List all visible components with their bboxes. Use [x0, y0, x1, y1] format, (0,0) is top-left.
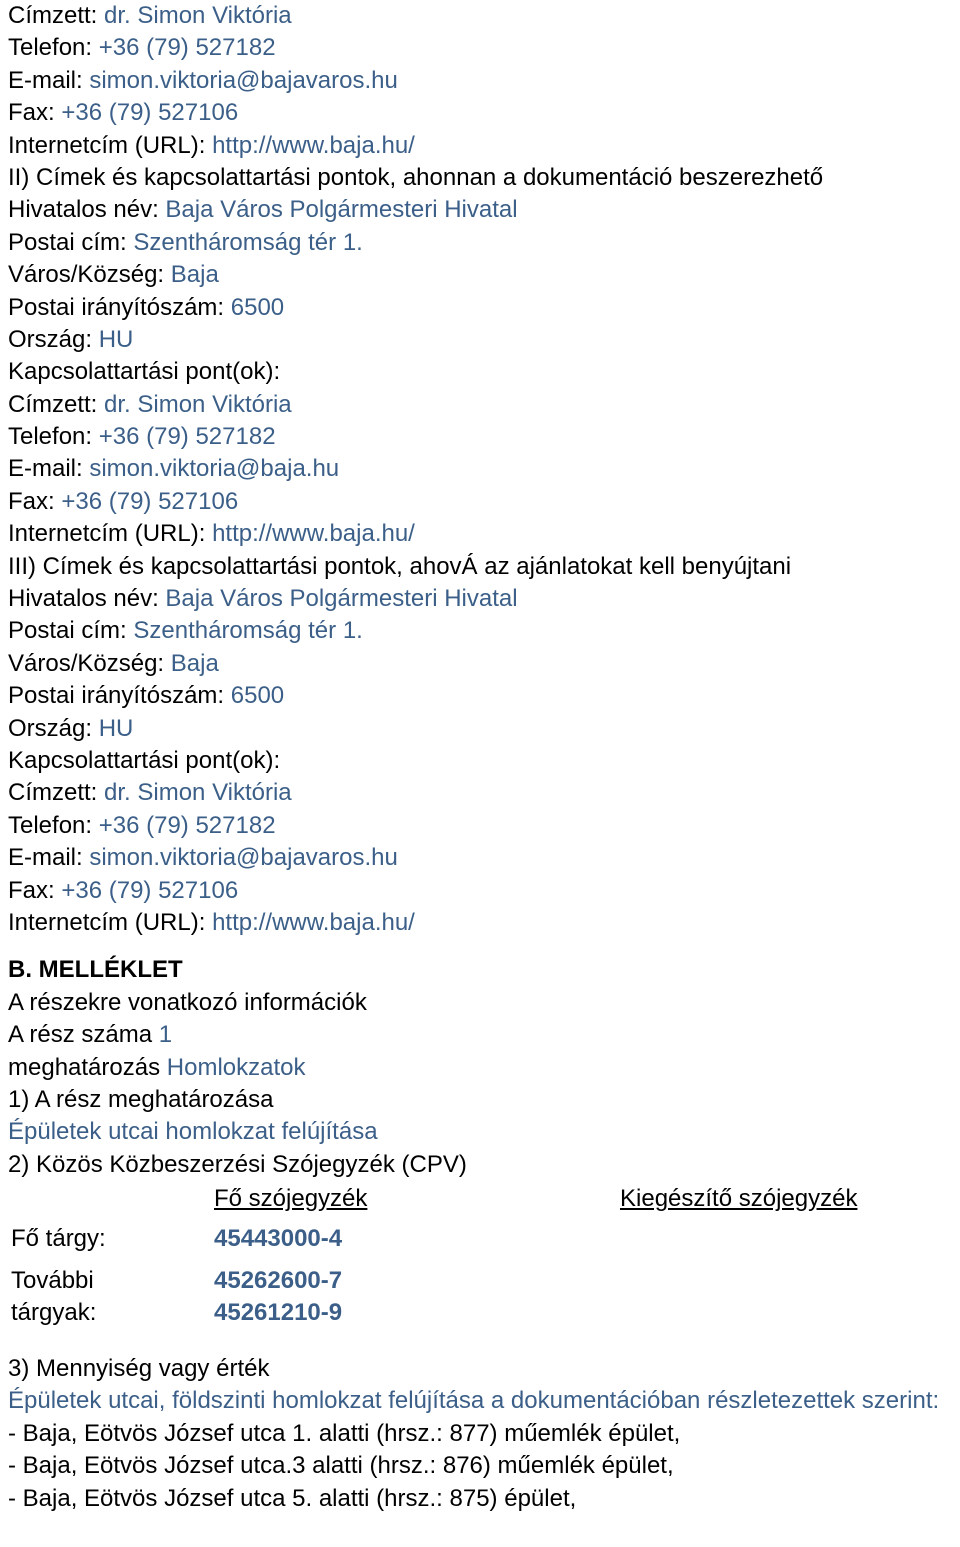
field-label: Postai irányítószám:: [8, 293, 225, 321]
recipient-line: [8, 777, 960, 809]
part-number-value: 1: [158, 1021, 173, 1049]
fax-line: [8, 875, 960, 907]
phone-line: [8, 32, 960, 64]
q2-label: 2) Közös Közbeszerzési Szójegyzék (CPV): [8, 1150, 467, 1178]
city-line: [8, 648, 960, 680]
city-value: Baja: [170, 261, 219, 289]
cpv-other-label-2: tárgyak:: [11, 1299, 97, 1327]
field-label: Telefon:: [8, 423, 93, 451]
field-label: E-mail:: [8, 844, 83, 872]
recipient-value: dr. Simon Viktória: [104, 779, 292, 807]
zip-value: 6500: [230, 682, 285, 710]
definition-line: [8, 1052, 960, 1084]
postal-address-line: [8, 227, 960, 259]
cpv-other-code-1: 45262600-7: [214, 1267, 343, 1295]
field-label: Telefon:: [8, 811, 93, 839]
field-label: A rész száma: [8, 1021, 153, 1049]
field-label: Internetcím (URL):: [8, 520, 206, 548]
cpv-other-code-2: 45261210-9: [214, 1299, 343, 1327]
official-name-line: [8, 194, 960, 226]
field-label: Fax:: [8, 99, 55, 127]
country-line: [8, 324, 960, 356]
email-line: [8, 65, 960, 97]
email-value[interactable]: simon.viktoria@bajavaros.hu: [89, 844, 398, 872]
field-label: Fax:: [8, 876, 55, 904]
url-link[interactable]: http://www.baja.hu/: [212, 131, 415, 159]
field-label: Város/Község:: [8, 261, 165, 289]
cpv-main-column-header: Fő szójegyzék: [214, 1185, 368, 1213]
url-line: [8, 907, 960, 939]
part-number-line: [8, 1019, 960, 1051]
cpv-table: [8, 1181, 960, 1353]
phone-value: +36 (79) 527182: [98, 423, 276, 451]
country-value: HU: [98, 325, 134, 353]
email-value[interactable]: simon.viktoria@bajavaros.hu: [89, 66, 398, 94]
postal-address-value: Szentháromság tér 1.: [133, 228, 363, 256]
city-value: Baja: [170, 649, 219, 677]
contacts-label: Kapcsolattartási pont(ok):: [8, 746, 281, 774]
annex-subtitle: A részekre vonatkozó információk: [8, 988, 367, 1016]
phone-line: [8, 421, 960, 453]
email-value[interactable]: simon.viktoria@baja.hu: [89, 455, 340, 483]
email-line: [8, 453, 960, 485]
zip-line: [8, 680, 960, 712]
fax-line: [8, 486, 960, 518]
field-label: meghatározás: [8, 1053, 161, 1081]
phone-value: +36 (79) 527182: [98, 811, 276, 839]
recipient-value: dr. Simon Viktória: [104, 2, 292, 29]
q3-value: Épületek utcai, földszinti homlokzat felújítása a dokumentációban részletezettek szerint:: [8, 1387, 940, 1415]
cpv-other-label-1: További: [11, 1267, 94, 1295]
cpv-main-subject-code: 45443000-4: [214, 1225, 343, 1253]
phone-line: [8, 810, 960, 842]
fax-line: [8, 97, 960, 129]
section-ii-heading: II) Címek és kapcsolattartási pontok, ahonnan a dokumentáció beszerezhető: [8, 163, 824, 191]
postal-address-value: Szentháromság tér 1.: [133, 617, 363, 645]
official-name-value: Baja Város Polgármesteri Hivatal: [165, 196, 518, 224]
field-label: Címzett:: [8, 2, 98, 29]
field-label: E-mail:: [8, 66, 83, 94]
field-label: Postai cím:: [8, 228, 127, 256]
field-label: Hivatalos név:: [8, 585, 159, 613]
recipient-line: [8, 389, 960, 421]
zip-value: 6500: [230, 293, 285, 321]
field-label: Internetcím (URL):: [8, 908, 206, 936]
field-label: Címzett:: [8, 779, 98, 807]
field-label: Hivatalos név:: [8, 196, 159, 224]
fax-value: +36 (79) 527106: [61, 487, 239, 515]
postal-address-line: [8, 615, 960, 647]
fax-value: +36 (79) 527106: [61, 876, 239, 904]
field-label: Postai irányítószám:: [8, 682, 225, 710]
field-label: Város/Község:: [8, 649, 165, 677]
document-page: [8, 0, 960, 1515]
url-link[interactable]: http://www.baja.hu/: [212, 908, 415, 936]
email-line: [8, 842, 960, 874]
field-label: Internetcím (URL):: [8, 131, 206, 159]
phone-value: +36 (79) 527182: [98, 34, 276, 62]
field-label: Ország:: [8, 325, 93, 353]
cpv-main-subject-label: Fő tárgy:: [11, 1225, 106, 1253]
recipient-line: [8, 0, 960, 32]
field-label: Címzett:: [8, 390, 98, 418]
contacts-label: Kapcsolattartási pont(ok):: [8, 358, 281, 386]
official-name-value: Baja Város Polgármesteri Hivatal: [165, 585, 518, 613]
definition-value: Homlokzatok: [166, 1053, 306, 1081]
cpv-extra-column-header: Kiegészítő szójegyzék: [620, 1185, 858, 1213]
fax-value: +36 (79) 527106: [61, 99, 239, 127]
list-item: - Baja, Eötvös József utca 1. alatti (hrsz.: 877) műemlék épület,: [8, 1419, 681, 1447]
country-line: [8, 713, 960, 745]
section-iii-heading: III) Címek és kapcsolattartási pontok, ahovÁ az ajánlatokat kell benyújtani: [8, 552, 792, 580]
url-link[interactable]: http://www.baja.hu/: [212, 520, 415, 548]
city-line: [8, 259, 960, 291]
field-label: Fax:: [8, 487, 55, 515]
zip-line: [8, 292, 960, 324]
q1-value: Épületek utcai homlokzat felújítása: [8, 1118, 378, 1146]
annex-title: B. MELLÉKLET: [8, 956, 183, 984]
field-label: Telefon:: [8, 34, 93, 62]
field-label: Ország:: [8, 714, 93, 742]
official-name-line: [8, 583, 960, 615]
list-item: - Baja, Eötvös József utca 5. alatti (hrsz.: 875) épület,: [8, 1484, 577, 1512]
url-line: [8, 518, 960, 550]
q3-label: 3) Mennyiség vagy érték: [8, 1355, 270, 1383]
q1-label: 1) A rész meghatározása: [8, 1085, 274, 1113]
recipient-value: dr. Simon Viktória: [104, 390, 292, 418]
url-line: [8, 130, 960, 162]
spacer: [8, 939, 960, 954]
field-label: Postai cím:: [8, 617, 127, 645]
list-item: - Baja, Eötvös József utca.3 alatti (hrsz.: 876) műemlék épület,: [8, 1452, 674, 1480]
country-value: HU: [98, 714, 134, 742]
field-label: E-mail:: [8, 455, 83, 483]
